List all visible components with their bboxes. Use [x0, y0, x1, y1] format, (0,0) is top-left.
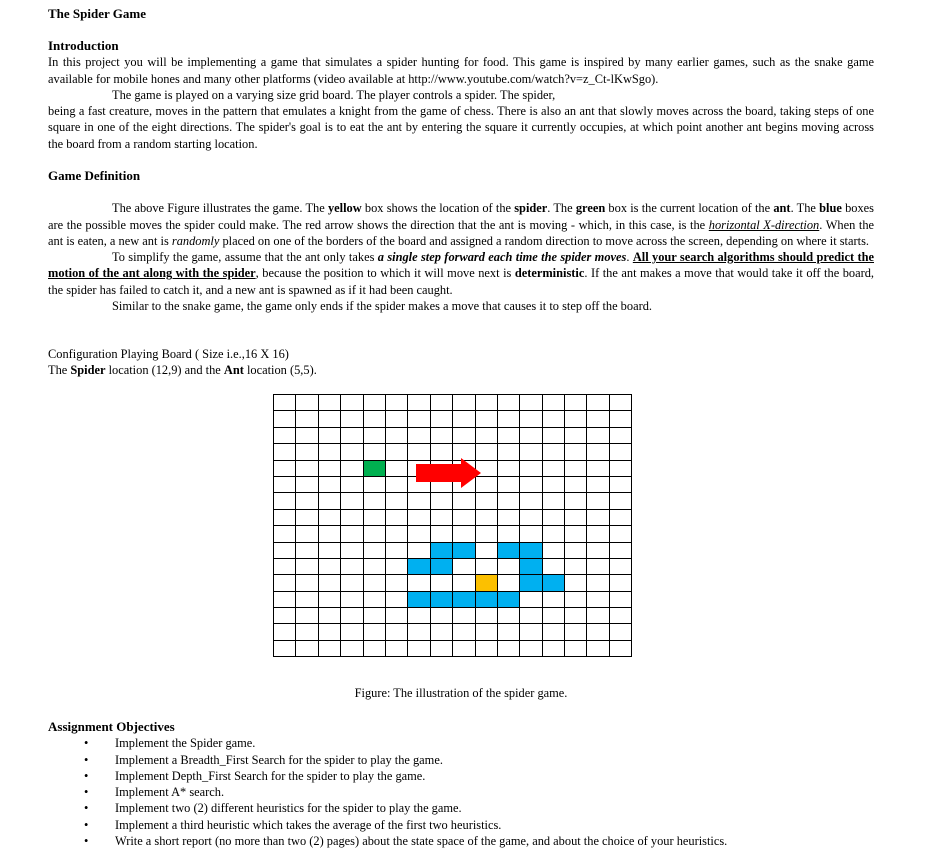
board-cell: [587, 624, 609, 640]
objectives-section: [48, 719, 874, 849]
board-cell: [274, 509, 296, 525]
board-cell: [609, 395, 631, 411]
board-cell: [363, 444, 385, 460]
board-cell: [542, 395, 564, 411]
board-cell: [520, 444, 542, 460]
board-cell: [385, 444, 407, 460]
spider-move-cell: [520, 542, 542, 558]
board-cell: [408, 411, 430, 427]
board-cell: [296, 526, 318, 542]
board-cell: [609, 575, 631, 591]
board-cell: [363, 558, 385, 574]
board-cell: [341, 460, 363, 476]
board-cell: [475, 624, 497, 640]
board-cell: [341, 395, 363, 411]
board-cell: [520, 395, 542, 411]
board-cell: [520, 509, 542, 525]
board-cell: [542, 624, 564, 640]
board-cell: [274, 476, 296, 492]
board-cell: [587, 444, 609, 460]
board-cell: [274, 558, 296, 574]
board-cell: [565, 640, 587, 656]
board-cell: [542, 640, 564, 656]
board-cell: [520, 411, 542, 427]
board-cell: [565, 608, 587, 624]
board-cell: [497, 395, 519, 411]
game-board-grid: [273, 394, 632, 657]
board-cell: [520, 460, 542, 476]
spider-move-cell: [497, 591, 519, 607]
board-cell: [274, 493, 296, 509]
board-cell: [296, 476, 318, 492]
board-cell: [609, 427, 631, 443]
board-cell: [497, 444, 519, 460]
board-cell: [318, 608, 340, 624]
board-cell: [296, 444, 318, 460]
board-cell: [453, 558, 475, 574]
board-cell: [453, 624, 475, 640]
configuration-line-2: The Spider location (12,9) and the Ant location (5,5).: [48, 363, 317, 378]
board-cell: [341, 591, 363, 607]
board-cell: [341, 640, 363, 656]
game-definition-section: [48, 168, 874, 314]
board-cell: [475, 558, 497, 574]
board-cell: [318, 575, 340, 591]
board-cell: [565, 444, 587, 460]
board-cell: [542, 526, 564, 542]
bullet-icon: •: [84, 768, 89, 783]
board-cell: [341, 624, 363, 640]
spider-move-cell: [520, 575, 542, 591]
board-cell: [565, 427, 587, 443]
board-cell: [453, 411, 475, 427]
board-cell: [363, 509, 385, 525]
board-cell: [430, 411, 452, 427]
board-cell: [363, 591, 385, 607]
spider-move-cell: [453, 542, 475, 558]
board-cell: [587, 476, 609, 492]
board-cell: [609, 542, 631, 558]
objective-text: Implement the Spider game.: [115, 736, 256, 751]
board-cell: [453, 476, 475, 492]
board-cell: [542, 509, 564, 525]
board-cell: [296, 509, 318, 525]
board-cell: [385, 591, 407, 607]
board-cell: [565, 395, 587, 411]
objective-text: Implement a third heuristic which takes the average of the first two heuristics.: [115, 817, 502, 832]
board-cell: [609, 526, 631, 542]
board-cell: [587, 493, 609, 509]
board-cell: [363, 493, 385, 509]
board-cell: [385, 624, 407, 640]
board-cell: [385, 395, 407, 411]
board-cell: [318, 493, 340, 509]
board-cell: [587, 591, 609, 607]
board-cell: [609, 608, 631, 624]
board-cell: [341, 509, 363, 525]
board-cell: [430, 608, 452, 624]
board-cell: [542, 542, 564, 558]
board-cell: [475, 427, 497, 443]
objective-text: Implement Depth_First Search for the spider to play the game.: [115, 768, 426, 783]
board-cell: [565, 476, 587, 492]
board-cell: [318, 542, 340, 558]
board-cell: [363, 624, 385, 640]
board-cell: [475, 509, 497, 525]
board-cell: [453, 526, 475, 542]
board-cell: [296, 608, 318, 624]
board-cell: [274, 444, 296, 460]
board-cell: [408, 509, 430, 525]
board-cell: [408, 493, 430, 509]
objective-item: [48, 735, 874, 751]
game-board-figure: [273, 394, 632, 657]
board-cell: [341, 542, 363, 558]
board-cell: [453, 395, 475, 411]
board-cell: [475, 395, 497, 411]
board-cell: [587, 608, 609, 624]
board-cell: [274, 640, 296, 656]
intro-paragraph-3: being a fast creature, moves in the pattern that emulates a knight from the game of chess. There is also an ant that slowly moves across the board, taking steps of one square in one of the eight directions. The spider's goal is to eat the ant by entering the square it currently occupies, at which point another ant begins moving across the board from a random starting location.: [48, 104, 874, 151]
spider-move-cell: [430, 591, 452, 607]
board-cell: [274, 624, 296, 640]
board-cell: [274, 608, 296, 624]
board-cell: [341, 476, 363, 492]
board-cell: [565, 509, 587, 525]
board-cell: [497, 460, 519, 476]
definition-paragraph-1: The above Figure illustrates the game. The yellow box shows the location of the spider. The green box is the current location of the ant. The blue boxes are the possible moves the spider could make. The red arrow shows the direction that the ant is moving - which, in this case, is the horizontal X-direction. When the ant is eaten, a new ant is randomly placed on one of the borders of the board and assigned a random direction to move across the screen, depending on where it starts.: [48, 201, 875, 248]
board-cell: [430, 575, 452, 591]
board-cell: [609, 640, 631, 656]
board-cell: [520, 591, 542, 607]
board-cell: [341, 558, 363, 574]
board-cell: [609, 476, 631, 492]
board-cell: [385, 608, 407, 624]
figure-caption: Figure: The illustration of the spider game.: [354, 686, 568, 700]
board-cell: [542, 608, 564, 624]
board-cell: [430, 624, 452, 640]
board-cell: [318, 460, 340, 476]
board-cell: [274, 460, 296, 476]
board-cell: [565, 558, 587, 574]
board-cell: [296, 640, 318, 656]
board-cell: [408, 542, 430, 558]
board-cell: [318, 558, 340, 574]
board-cell: [497, 624, 519, 640]
board-cell: [430, 444, 452, 460]
board-cell: [408, 575, 430, 591]
board-cell: [565, 591, 587, 607]
board-cell: [565, 460, 587, 476]
board-cell: [385, 542, 407, 558]
board-cell: [274, 395, 296, 411]
board-cell: [408, 624, 430, 640]
board-cell: [497, 640, 519, 656]
board-cell: [542, 558, 564, 574]
board-cell: [363, 395, 385, 411]
board-cell: [296, 575, 318, 591]
objective-text: Implement a Breadth_First Search for the spider to play the game.: [115, 752, 443, 767]
board-cell: [542, 591, 564, 607]
board-cell: [565, 493, 587, 509]
game-definition-heading: Game Definition: [48, 168, 141, 183]
board-cell: [430, 509, 452, 525]
objective-item: [48, 768, 874, 784]
bullet-icon: •: [84, 736, 89, 751]
board-cell: [296, 542, 318, 558]
board-cell: [542, 476, 564, 492]
board-cell: [453, 509, 475, 525]
board-cell: [587, 395, 609, 411]
board-cell: [475, 411, 497, 427]
board-cell: [318, 509, 340, 525]
objective-item: [48, 833, 874, 849]
board-cell: [274, 526, 296, 542]
board-cell: [565, 624, 587, 640]
objective-text: Write a short report (no more than two (2) pages) about the state space of the game, and about the choice of your heuristics.: [115, 834, 728, 849]
spider-move-cell: [430, 542, 452, 558]
board-cell: [587, 509, 609, 525]
spider-move-cell: [408, 591, 430, 607]
board-cell: [430, 395, 452, 411]
board-cell: [363, 575, 385, 591]
board-cell: [408, 460, 430, 476]
objective-item: [48, 817, 874, 833]
board-cell: [408, 427, 430, 443]
board-cell: [565, 411, 587, 427]
board-cell: [363, 411, 385, 427]
board-cell: [453, 444, 475, 460]
board-cell: [430, 476, 452, 492]
objective-item: [48, 752, 874, 768]
board-cell: [587, 460, 609, 476]
board-cell: [385, 460, 407, 476]
board-cell: [609, 493, 631, 509]
board-cell: [408, 444, 430, 460]
spider-move-cell: [430, 558, 452, 574]
board-cell: [520, 476, 542, 492]
objective-item: [48, 800, 874, 816]
introduction-heading: Introduction: [48, 38, 119, 53]
board-cell: [341, 411, 363, 427]
bullet-icon: •: [84, 834, 89, 849]
board-cell: [542, 460, 564, 476]
document-title: The Spider Game: [48, 6, 146, 21]
board-cell: [430, 460, 452, 476]
board-cell: [385, 526, 407, 542]
objective-item: [48, 784, 874, 800]
board-cell: [274, 411, 296, 427]
board-cell: [542, 411, 564, 427]
board-cell: [318, 640, 340, 656]
board-cell: [318, 411, 340, 427]
board-cell: [475, 542, 497, 558]
board-cell: [520, 624, 542, 640]
board-cell: [296, 395, 318, 411]
bullet-icon: •: [84, 817, 89, 832]
board-cell: [475, 640, 497, 656]
board-cell: [609, 558, 631, 574]
board-cell: [542, 427, 564, 443]
board-cell: [363, 526, 385, 542]
board-cell: [274, 575, 296, 591]
board-cell: [497, 526, 519, 542]
board-cell: [430, 526, 452, 542]
board-cell: [318, 591, 340, 607]
board-cell: [296, 624, 318, 640]
board-cell: [475, 608, 497, 624]
board-cell: [587, 640, 609, 656]
board-cell: [453, 608, 475, 624]
board-cell: [363, 542, 385, 558]
board-cell: [609, 624, 631, 640]
spider-move-cell: [542, 575, 564, 591]
board-cell: [385, 575, 407, 591]
board-cell: [475, 526, 497, 542]
board-cell: [609, 460, 631, 476]
spider-cell: [475, 575, 497, 591]
board-cell: [542, 444, 564, 460]
board-cell: [385, 427, 407, 443]
board-cell: [587, 411, 609, 427]
board-cell: [318, 444, 340, 460]
bullet-icon: •: [84, 785, 89, 800]
board-cell: [542, 493, 564, 509]
spider-move-cell: [408, 558, 430, 574]
board-cell: [341, 427, 363, 443]
spider-move-cell: [475, 591, 497, 607]
board-cell: [609, 411, 631, 427]
board-cell: [296, 411, 318, 427]
board-cell: [587, 575, 609, 591]
spider-move-cell: [520, 558, 542, 574]
board-cell: [341, 608, 363, 624]
board-cell: [341, 575, 363, 591]
board-cell: [453, 493, 475, 509]
board-cell: [497, 608, 519, 624]
board-cell: [363, 476, 385, 492]
board-cell: [587, 526, 609, 542]
board-cell: [497, 493, 519, 509]
board-cell: [363, 640, 385, 656]
board-cell: [408, 395, 430, 411]
ant-cell: [363, 460, 385, 476]
objective-text: Implement two (2) different heuristics for the spider to play the game.: [115, 801, 462, 816]
board-cell: [497, 575, 519, 591]
intro-paragraph-1: In this project you will be implementing a game that simulates a spider hunting for food. This game is inspired by many earlier games, such as the snake game available for mobile hones and many other platforms (video available at http://www.youtube.com/watch?v=z_Ct-lKwSgo).: [48, 55, 874, 86]
spider-move-cell: [453, 591, 475, 607]
board-cell: [609, 509, 631, 525]
board-cell: [520, 427, 542, 443]
board-cell: [341, 526, 363, 542]
board-cell: [408, 526, 430, 542]
board-cell: [274, 542, 296, 558]
board-cell: [296, 427, 318, 443]
board-cell: [430, 427, 452, 443]
board-cell: [520, 608, 542, 624]
board-cell: [565, 526, 587, 542]
board-cell: [363, 427, 385, 443]
board-cell: [341, 444, 363, 460]
board-cell: [385, 493, 407, 509]
board-cell: [318, 427, 340, 443]
board-cell: [430, 493, 452, 509]
objective-text: Implement A* search.: [115, 785, 225, 800]
board-cell: [475, 476, 497, 492]
board-cell: [497, 427, 519, 443]
board-cell: [609, 591, 631, 607]
objectives-list: [48, 735, 874, 849]
board-cell: [587, 427, 609, 443]
definition-paragraph-3: Similar to the snake game, the game only ends if the spider makes a move that causes it to step off the board.: [112, 299, 652, 314]
objectives-heading: Assignment Objectives: [48, 719, 175, 734]
intro-paragraph-2: The game is played on a varying size grid board. The player controls a spider. The spider,: [112, 87, 556, 102]
board-cell: [296, 460, 318, 476]
board-cell: [408, 640, 430, 656]
bullet-icon: •: [84, 752, 89, 767]
board-cell: [430, 640, 452, 656]
board-cell: [453, 427, 475, 443]
board-cell: [587, 558, 609, 574]
board-cell: [274, 591, 296, 607]
configuration-line-1: Configuration Playing Board ( Size i.e.,16 X 16): [48, 347, 289, 361]
board-cell: [565, 542, 587, 558]
configuration-section: [48, 346, 874, 379]
board-cell: [497, 476, 519, 492]
board-cell: [609, 444, 631, 460]
board-cell: [274, 427, 296, 443]
board-cell: [385, 476, 407, 492]
board-cell: [318, 526, 340, 542]
definition-paragraph-2: To simplify the game, assume that the ant only takes a single step forward each time the spider moves. All your search algorithms should predict the motion of the ant along with the spider, because the position to which it will move next is deterministic. If the ant makes a move that would take it off the board, the spider has failed to catch it, and a new ant is spawned as if it had been caught.: [48, 250, 875, 297]
board-cell: [363, 608, 385, 624]
board-cell: [318, 395, 340, 411]
board-cell: [453, 640, 475, 656]
introduction-section: [48, 38, 874, 152]
board-cell: [341, 493, 363, 509]
board-cell: [587, 542, 609, 558]
board-cell: [385, 640, 407, 656]
board-cell: [497, 411, 519, 427]
board-cell: [497, 558, 519, 574]
board-cell: [453, 460, 475, 476]
board-cell: [296, 591, 318, 607]
board-cell: [385, 411, 407, 427]
board-cell: [520, 526, 542, 542]
board-cell: [475, 460, 497, 476]
board-cell: [565, 575, 587, 591]
board-cell: [318, 624, 340, 640]
board-cell: [475, 444, 497, 460]
board-cell: [408, 608, 430, 624]
board-cell: [385, 558, 407, 574]
board-cell: [318, 476, 340, 492]
bullet-icon: •: [84, 801, 89, 816]
board-cell: [385, 509, 407, 525]
board-cell: [475, 493, 497, 509]
board-cell: [296, 493, 318, 509]
board-cell: [296, 558, 318, 574]
board-cell: [453, 575, 475, 591]
spider-move-cell: [497, 542, 519, 558]
board-cell: [497, 509, 519, 525]
board-cell: [520, 493, 542, 509]
board-cell: [408, 476, 430, 492]
board-cell: [520, 640, 542, 656]
